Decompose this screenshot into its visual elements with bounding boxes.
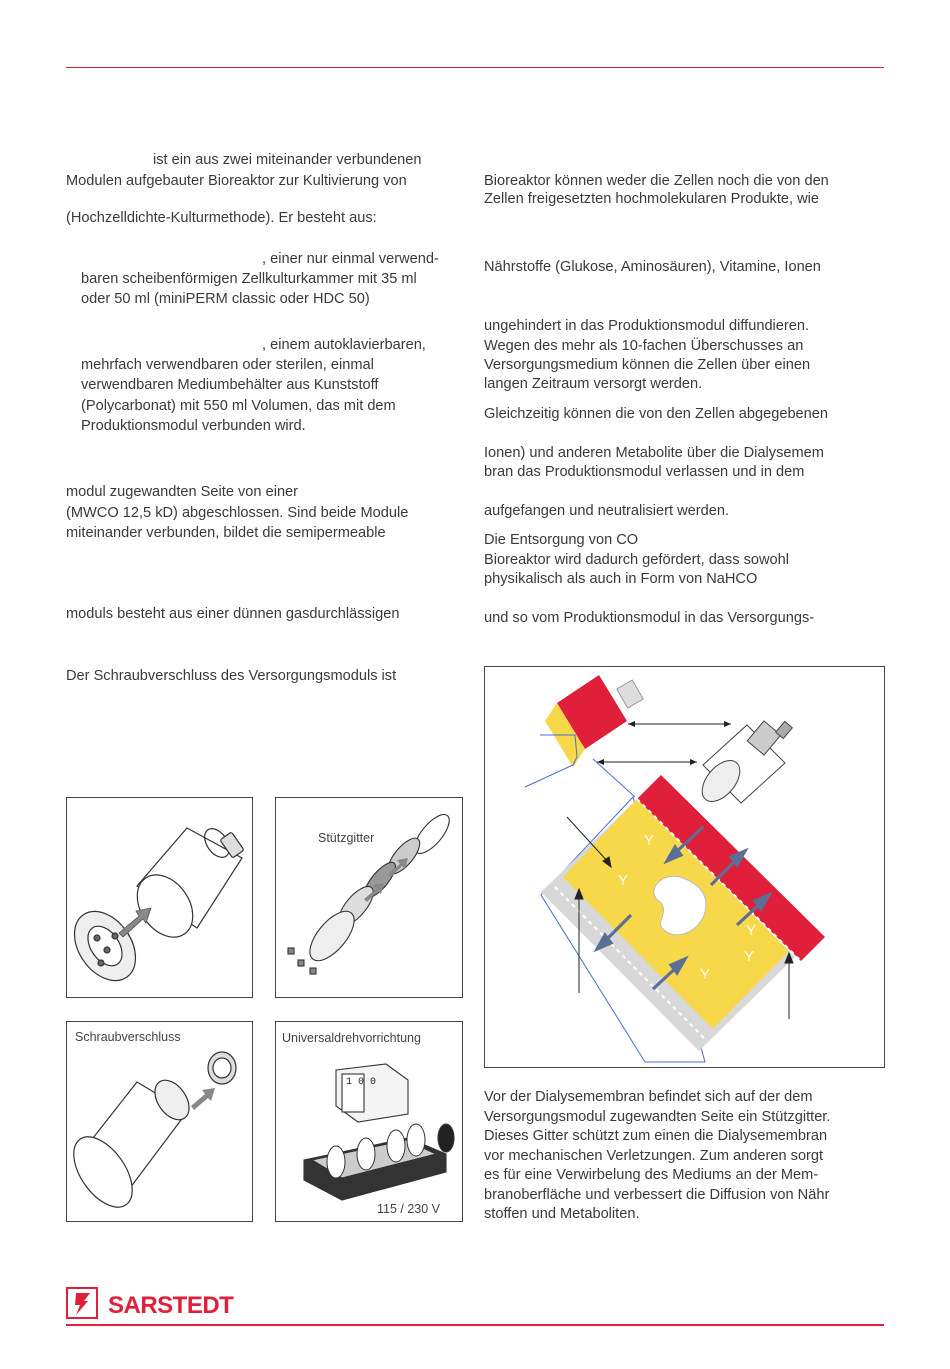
text-line: , einer nur einmal verwend-	[262, 251, 439, 267]
text-line: Vor der Dialysemembran befindet sich auf der dem	[484, 1089, 813, 1105]
figure-exploded-view	[275, 797, 463, 998]
sarstedt-logo-mark-icon	[66, 1287, 98, 1319]
text-line: oder 50 ml (miniPERM classic oder HDC 50)	[81, 291, 370, 307]
figure-membrane-diagram	[484, 666, 885, 1068]
rotation-device-illustration	[276, 1022, 462, 1221]
voltage-label: 115 / 230 V	[377, 1202, 441, 1216]
text-line: baren scheibenförmigen Zellkulturkammer mit 35 ml	[81, 271, 417, 287]
figure-caption: Stützgitter	[318, 831, 375, 845]
figure-rotation-device	[275, 1021, 463, 1222]
text-line: moduls besteht aus einer dünnen gasdurchlässigen	[66, 606, 400, 622]
figure-module-assembly	[66, 797, 253, 998]
text-line: (MWCO 12,5 kD) abgeschlossen. Sind beide Module	[66, 505, 409, 521]
text-line: es für eine Verwirbelung des Mediums an der Mem-	[484, 1167, 819, 1183]
exploded-parts-illustration	[276, 798, 462, 997]
text-line: bran das Produktionsmodul verlassen und in dem	[484, 464, 805, 480]
membrane-cross-section-diagram	[485, 667, 884, 1067]
text-line: Ionen) und anderen Metabolite über die Dialysemem	[484, 445, 824, 461]
figure-caption: Schraubverschluss	[75, 1030, 181, 1044]
header-rule	[66, 67, 884, 68]
text-line: physikalisch als auch in Form von NaHCO	[484, 571, 758, 587]
text-line: ungehindert in das Produktionsmodul diffundieren.	[484, 318, 810, 334]
sarstedt-logo	[66, 1287, 246, 1321]
text-line: Wegen des mehr als 10-fachen Überschusses an	[484, 338, 804, 354]
text-line: Gleichzeitig können die von den Zellen abgegebenen	[484, 406, 829, 422]
text-line: Versorgungsmodul zugewandten Seite ein Stützgitter.	[484, 1109, 831, 1125]
text-line: , einem autoklavierbaren,	[262, 337, 426, 353]
text-line: stoffen und Metaboliten.	[484, 1206, 640, 1222]
sarstedt-logo-text: SARSTEDT	[108, 1292, 234, 1319]
text-line: Modulen aufgebauter Bioreaktor zur Kultivierung von	[66, 173, 407, 189]
screw-cap-illustration	[67, 1022, 252, 1221]
text-line: Produktionsmodul verbunden wird.	[81, 418, 306, 434]
text-line: langen Zeitraum versorgt werden.	[484, 376, 703, 392]
production-module-icon	[545, 675, 643, 767]
text-line: Bioreaktor können weder die Zellen noch die von den	[484, 173, 829, 189]
text-line: mehrfach verwendbaren oder sterilen, einmal	[81, 357, 374, 373]
figure-caption: Universaldrehvorrichtung	[282, 1031, 421, 1045]
text-line: und so vom Produktionsmodul in das Versorgungs-	[484, 610, 815, 626]
supply-module-icon	[695, 721, 792, 808]
text-line: Bioreaktor wird dadurch gefördert, dass sowohl	[484, 552, 790, 568]
text-line: Nährstoffe (Glukose, Aminosäuren), Vitamine, Ionen	[484, 259, 821, 275]
footer-rule	[66, 1324, 884, 1326]
cross-section-layers	[541, 775, 825, 1062]
text-line: Zellen freigesetzten hochmolekularen Produkte, wie	[484, 191, 820, 207]
text-line: vor mechanischen Verletzungen. Zum anderen sorgt	[484, 1148, 824, 1164]
text-line: ist ein aus zwei miteinander verbundenen	[153, 152, 422, 168]
text-line: Dieses Gitter schützt zum einen die Dialysemembran	[484, 1128, 828, 1144]
text-line: (Hochzelldichte-Kulturmethode). Er besteht aus:	[66, 210, 377, 226]
bioreactor-assembly-illustration	[67, 798, 252, 997]
text-line: Versorgungsmedium können die Zellen über einen	[484, 357, 811, 373]
text-line: Der Schraubverschluss des Versorgungsmoduls ist	[66, 668, 397, 684]
figure-screw-cap	[66, 1021, 253, 1222]
text-line: branoberfläche und verbessert die Diffusion von Nähr	[484, 1187, 830, 1203]
text-line: (Polycarbonat) mit 550 ml Volumen, das mit dem	[81, 398, 396, 414]
text-line: Die Entsorgung von CO	[484, 532, 639, 548]
text-line: verwendbaren Mediumbehälter aus Kunststoff	[81, 377, 379, 393]
device-display-readout: 1 0 0	[346, 1077, 377, 1088]
text-line: modul zugewandten Seite von einer	[66, 484, 299, 500]
text-line: aufgefangen und neutralisiert werden.	[484, 503, 730, 519]
text-line: miteinander verbunden, bildet die semipermeable	[66, 525, 386, 541]
